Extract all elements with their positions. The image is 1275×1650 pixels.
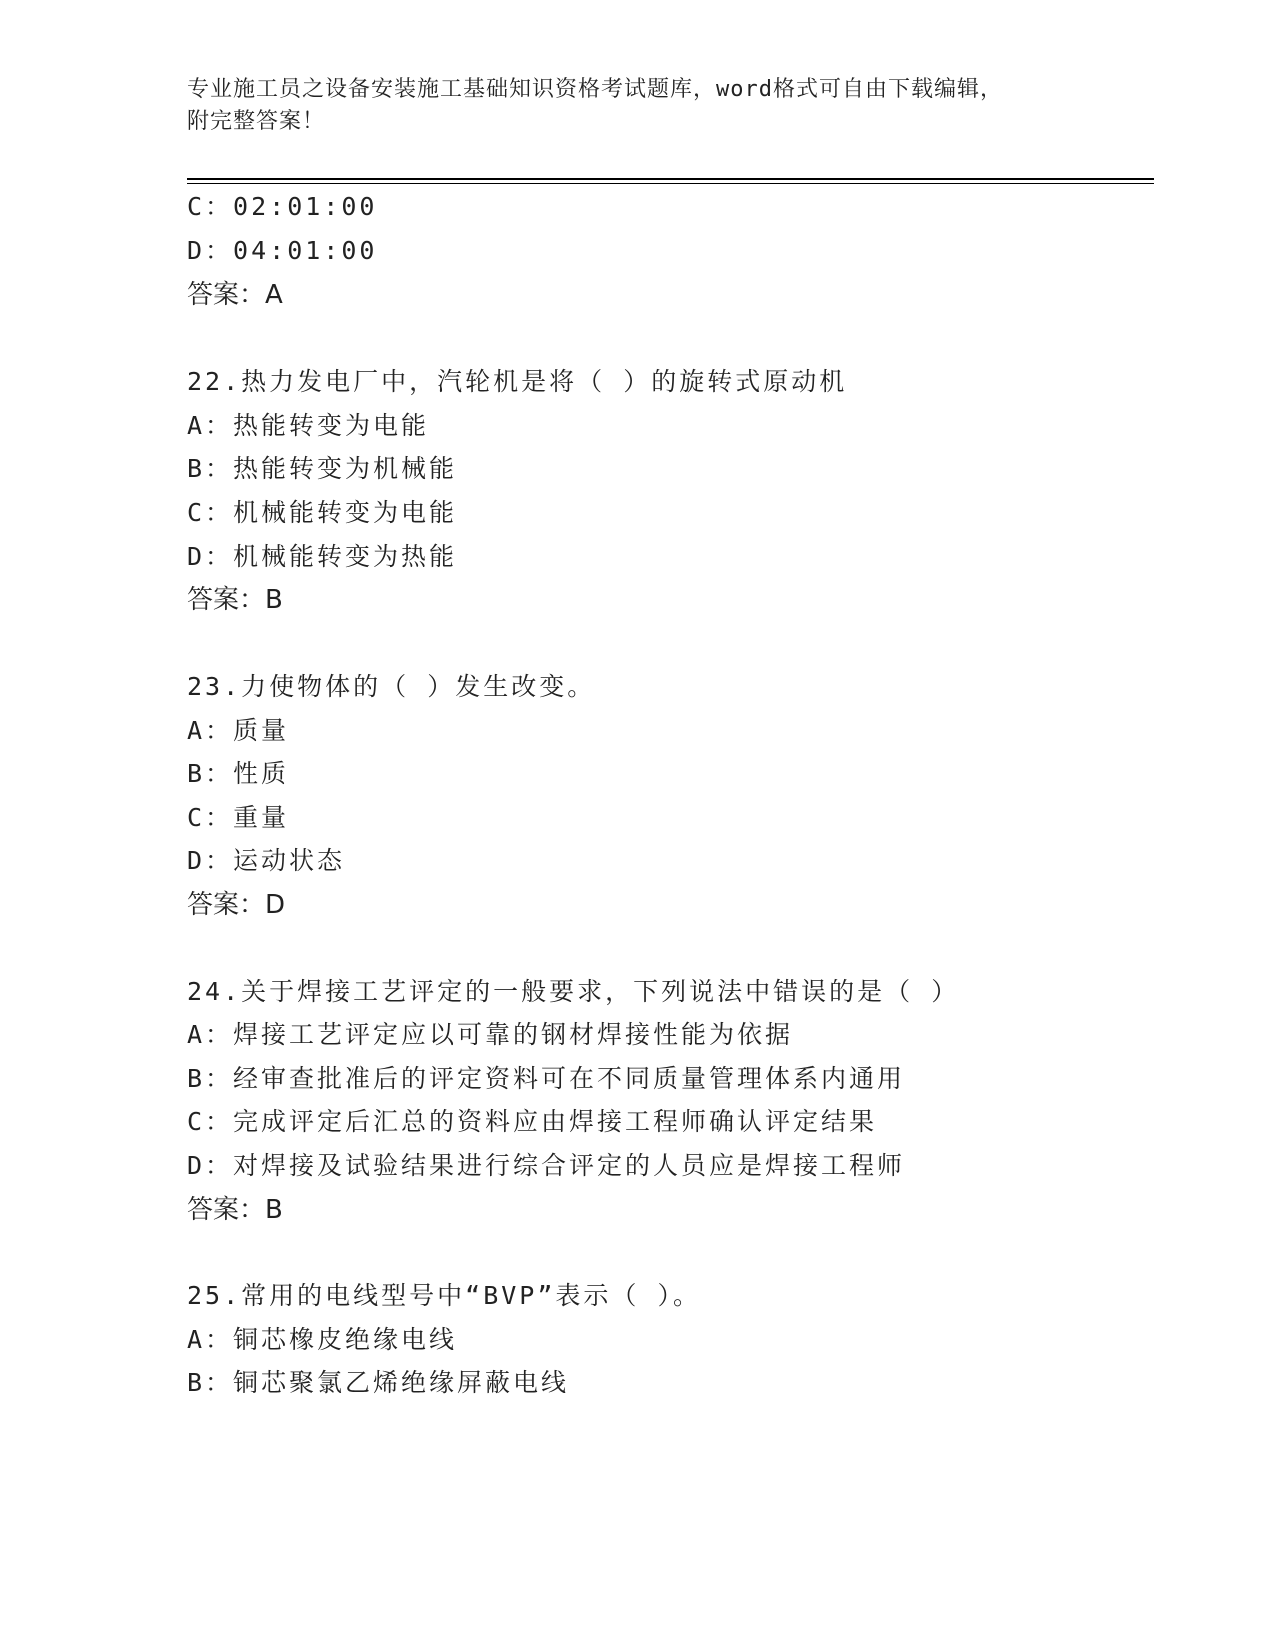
header-divider-thick: [187, 178, 1154, 180]
q22-option-d: D：机械能转变为热能: [187, 542, 458, 571]
q24-stem: 24.关于焊接工艺评定的一般要求，下列说法中错误的是（ ）: [187, 977, 960, 1006]
q21-option-c: C：02:01:00: [187, 192, 378, 221]
q23-option-d: D：运动状态: [187, 846, 346, 875]
q24-option-c: C：完成评定后汇总的资料应由焊接工程师确认评定结果: [187, 1107, 878, 1136]
header-line-2: 附完整答案！: [187, 109, 326, 134]
q22-option-a: A：热能转变为电能: [187, 411, 430, 440]
q24-option-d: D：对焊接及试验结果进行综合评定的人员应是焊接工程师: [187, 1151, 906, 1180]
q22-answer: 答案：B: [187, 585, 283, 615]
q22-option-c: C：机械能转变为电能: [187, 498, 458, 527]
q24-answer: 答案：B: [187, 1195, 283, 1225]
q23-option-b: B：性质: [187, 759, 290, 788]
q24-option-a: A：焊接工艺评定应以可靠的钢材焊接性能为依据: [187, 1020, 794, 1049]
header-line-1: 专业施工员之设备安装施工基础知识资格考试题库，word格式可自由下载编辑，: [187, 77, 1003, 102]
q23-answer: 答案：D: [187, 890, 286, 920]
q25-option-a: A：铜芯橡皮绝缘电线: [187, 1325, 458, 1354]
q22-option-b: B：热能转变为机械能: [187, 454, 458, 483]
q23-option-a: A：质量: [187, 716, 290, 745]
q23-stem: 23.力使物体的（ ）发生改变。: [187, 672, 596, 701]
q21-option-d: D：04:01:00: [187, 236, 378, 265]
header-divider-thin: [187, 183, 1154, 184]
document-header: [187, 74, 1067, 138]
q21-answer: 答案：A: [187, 280, 283, 310]
q25-stem: 25.常用的电线型号中“BVP”表示（ ）。: [187, 1281, 701, 1310]
q25-option-b: B：铜芯聚氯乙烯绝缘屏蔽电线: [187, 1368, 570, 1397]
q24-option-b: B：经审查批准后的评定资料可在不同质量管理体系内通用: [187, 1064, 906, 1093]
q22-stem: 22.热力发电厂中，汽轮机是将（ ）的旋转式原动机: [187, 367, 848, 396]
q23-option-c: C：重量: [187, 803, 290, 832]
